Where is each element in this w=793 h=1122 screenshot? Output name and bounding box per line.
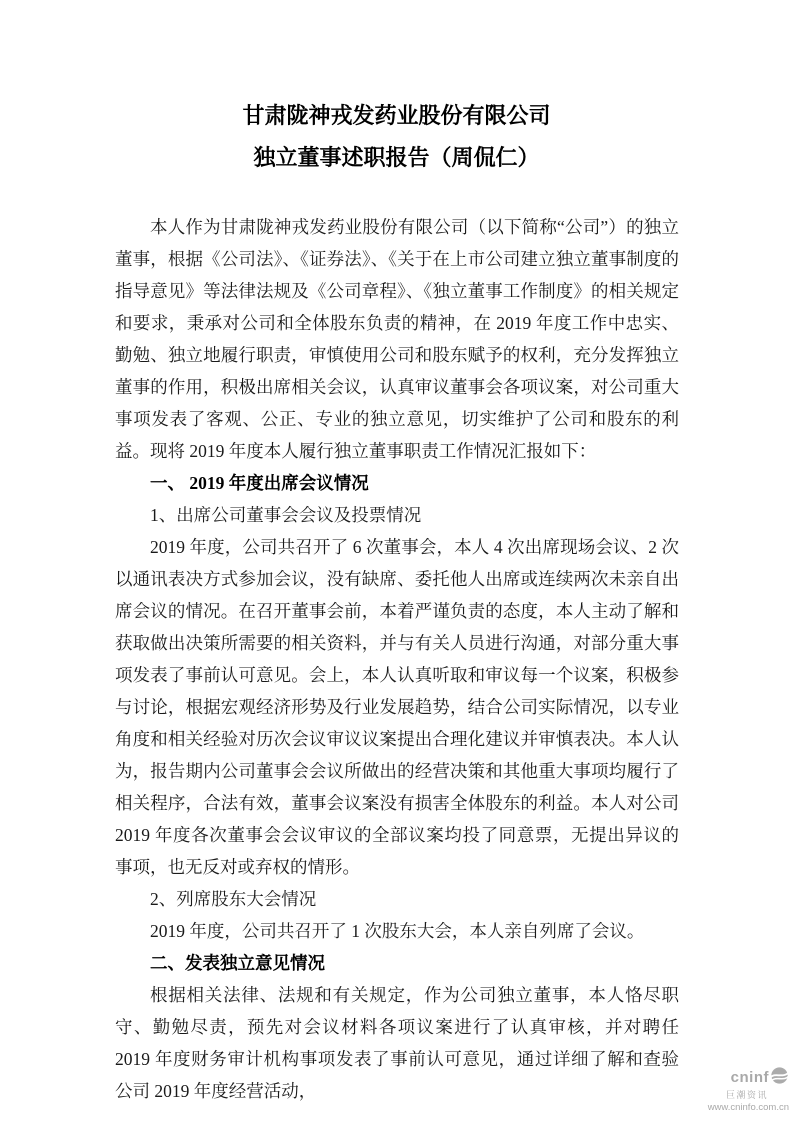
document-title-line-1: 甘肃陇神戎发药业股份有限公司 (242, 103, 551, 128)
paragraph: 根据相关法律、法规和有关规定，作为公司独立董事，本人恪尽职守、勤勉尽责，预先对会议材料各项议案进行了认真审核，并对聘任 2019 年度财务审计机构事项发表了事前认可意见，通过详细了解和查验公司 2019 年度经营活动， (115, 985, 679, 1101)
cninfo-brand-row (708, 1066, 789, 1090)
paragraph: 2019 年度，公司共召开了 6 次董事会，本人 4 次出席现场会议、2 次以通讯表决方式参加会议，没有缺席、委托他人出席或连续两次未亲自出席会议的情况。在召开董事会前，本着严谨负责的态度，本人主动了解和获取做出决策所需要的相关资料，并与有关人员进行沟通，对部分重大事项发表了事前认可意见。会上，本人认真听取和审议每一个议案，积极参与讨论，根据宏观经济形势及行业发展趋势，结合公司实际情况，以专业角度和相关经验对历次会议审议议案提出合理化建议并审慎表决。本人认为，报告期内公司董事会会议所做出的经营决策和其他重大事项均履行了相关程序，合法有效，董事会议案没有损害全体股东的利益。本人对公司 2019 年度各次董事会会议审议的全部议案均投了同意票，无提出异议的事项，也无反对或弃权的情形。 (115, 537, 679, 877)
paragraph: 一、 2019 年度出席会议情况 (150, 473, 369, 493)
paragraph: 2019 年度，公司共召开了 1 次股东大会，本人亲自列席了会议。 (150, 921, 645, 941)
paragraph: 2、列席股东大会情况 (150, 889, 317, 909)
paragraph: 二、发表独立意见情况 (150, 953, 325, 973)
cninfo-url: www.cninfo.com.cn (707, 1101, 789, 1113)
cninfo-logo-icon (770, 1066, 789, 1090)
document-title-line-2: 独立董事述职报告（周侃仁） (253, 145, 540, 170)
cninfo-brand-chinese: 巨潮资讯 (725, 1089, 768, 1100)
paragraph: 本人作为甘肃陇神戎发药业股份有限公司（以下简称“公司”）的独立董事，根据《公司法》、《证券法》、《关于在上市公司建立独立董事制度的指导意见》等法律法规及《公司章程》、《独立董事工作制度》的相关规定和要求，秉承对公司和全体股东负责的精神，在 2019 年度工作中忠实、勤勉、独立地履行职责，审慎使用公司和股东赋予的权利，充分发挥独立董事的作用，积极出席相关会议，认真审议董事会各项议案，对公司重大事项发表了客观、公正、专业的独立意见，切实维护了公司和股东的利益。现将 2019 年度本人履行独立董事职责工作情况汇报如下： (115, 217, 679, 461)
paragraph: 1、出席公司董事会会议及投票情况 (150, 505, 422, 525)
cninfo-brand-text: cninf (730, 1068, 769, 1086)
document-title (0, 95, 793, 179)
cninfo-watermark (708, 1066, 789, 1113)
document-body (115, 211, 679, 1107)
